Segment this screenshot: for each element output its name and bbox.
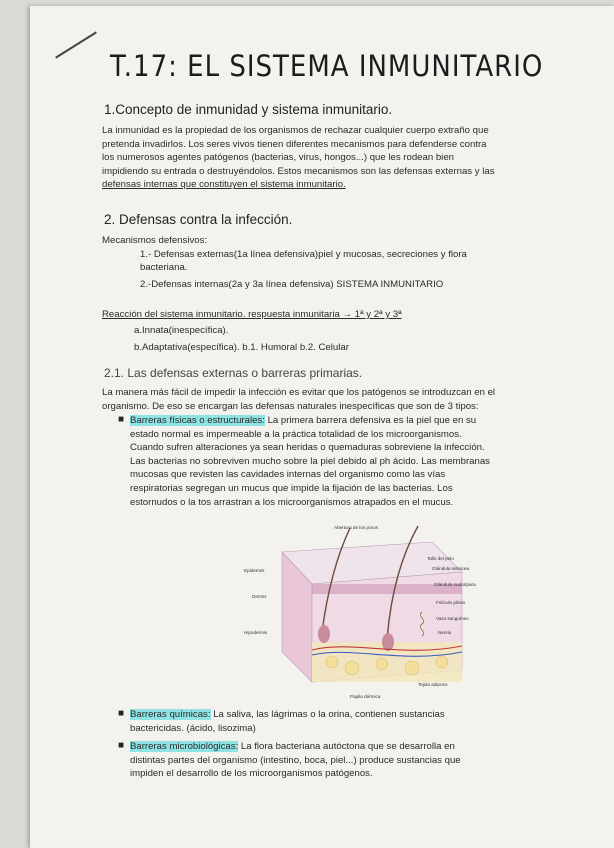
section1-line: los numerosos agentes patógenos (bacterias, virus, hongos...) que les rodean bien [102,152,454,164]
bullet1-line: Las bacterias no sobreviven mucho sobre la piel debido al ph ácido. Las membranas [130,455,490,467]
bullet2-line: La saliva, las lágrimas o la orina, contienen sustancias [213,709,445,720]
pen-mark [55,31,97,58]
microbiological-barriers-label: Barreras microbiológicas: [130,741,239,752]
section21-intro [102,386,602,413]
section1-line: defensas internas que constituyen el sistema inmunitario. [102,179,346,191]
mechanisms-label: Mecanismos defensivos: [102,235,208,246]
bullet1-line: mucosas que revisten las cavidades internas del organismo como las vías [130,469,446,481]
bullet3-line: distintas partes del organismo (intestino, boca, piel...) produce sustancias que [130,754,461,766]
reaction-line: Reacción del sistema inmunitario. respuesta inmunitaria → 1ª y 2ª y 3ª [102,309,402,320]
bullet3-line: impiden el desarrollo de los microorganismos patógenos. [130,768,373,780]
bullet1-line: respiratorias segregan un mucus que impide la fijación de las bacterias. Los [130,482,453,494]
bullet1-line: estado normal es impermeable a la práctica totalidad de los microorganismos. [130,428,462,440]
chemical-barriers-label: Barreras químicas: [130,709,211,720]
bullet-chemical [130,708,600,735]
fig-label: Dermis [252,594,267,599]
fig-label: Nervio [438,630,452,635]
section1-heading: 1.Concepto de inmunidad y sistema inmunitario. [104,102,393,117]
bullet-dot: ■ [118,414,125,425]
reaction-line: b.Adaptativa(específica). b.1. Humoral b.2. Celular [134,342,349,354]
skin-diagram [222,522,492,702]
mechanism-item: 2.-Defensas internas(2a y 3a línea defensiva) SISTEMA INMUNITARIO [140,278,444,290]
fig-label: Glándula sebácea [432,566,470,571]
mechanisms-block [102,234,602,291]
intro-line: organismo. De eso se encargan las defensas naturales inespecíficas que son de 3 tipos: [102,400,479,412]
fig-label: Tejido adiposo [418,682,448,687]
fig-label: Vaso sanguíneo [436,616,469,621]
reaction-line: a.Innata(inespecífica). [134,324,229,336]
bullet1-line: estornudos o la tos arrastran a los microorganismos atrapados en el mucus. [130,496,454,508]
fig-label: Glándula sudorípara [434,582,476,587]
bullet-dot: ■ [118,708,125,719]
fig-label: Epidermis [244,568,265,573]
bullet1-line: Cuando sufren alteraciones ya sean heridas o quemaduras sobreviene la infección. [130,442,485,454]
mechanism-item: 1.- Defensas externas(1a línea defensiva)piel y mucosas, secreciones y flora [140,248,467,260]
mechanism-item: bacteriana. [140,262,188,274]
reaction-block [102,308,602,355]
section1-line: pretenda invadirlos. Los seres vivos tienen diferentes mecanismos para defenderse contra [102,138,487,150]
physical-barriers-label: Barreras físicas o estructurales: [130,415,265,426]
bullet-dot: ■ [118,740,125,751]
bullet3-line: La flora bacteriana autóctona que se desarrolla en [240,741,455,752]
bullet1-line: La primera barrera defensiva es la piel que en su [267,415,477,426]
bullet-physical [130,414,600,509]
bullet2-line: bactericidas. (ácido, lisozima) [130,722,256,734]
section2-heading: 2. Defensas contra la infección. [104,212,293,227]
fig-label: Abertura de los poros [334,525,378,530]
fig-label: Hipodermis [244,630,268,635]
page-title: T.17: EL SISTEMA INMUNITARIO [110,50,544,84]
fig-label: Folículo piloso [436,600,466,605]
section1-line: impidiendo su entrada o destruyéndolos. Estos mecanismos son las defensas externas y las [102,165,495,177]
fig-label: Tallo del pelo [427,556,454,561]
document-page [30,6,614,848]
fig-label: Papila dérmica [350,694,381,699]
section21-heading: 2.1. Las defensas externas o barreras primarias. [104,366,363,380]
section1-line: La inmunidad es la propiedad de los organismos de rechazar cualquier cuerpo extraño que [102,125,489,136]
bullet-microbiological [130,740,600,781]
section1-body [102,124,602,192]
intro-line: La manera más fácil de impedir la infección es evitar que los patógenos se introduzcan en el [102,387,496,398]
